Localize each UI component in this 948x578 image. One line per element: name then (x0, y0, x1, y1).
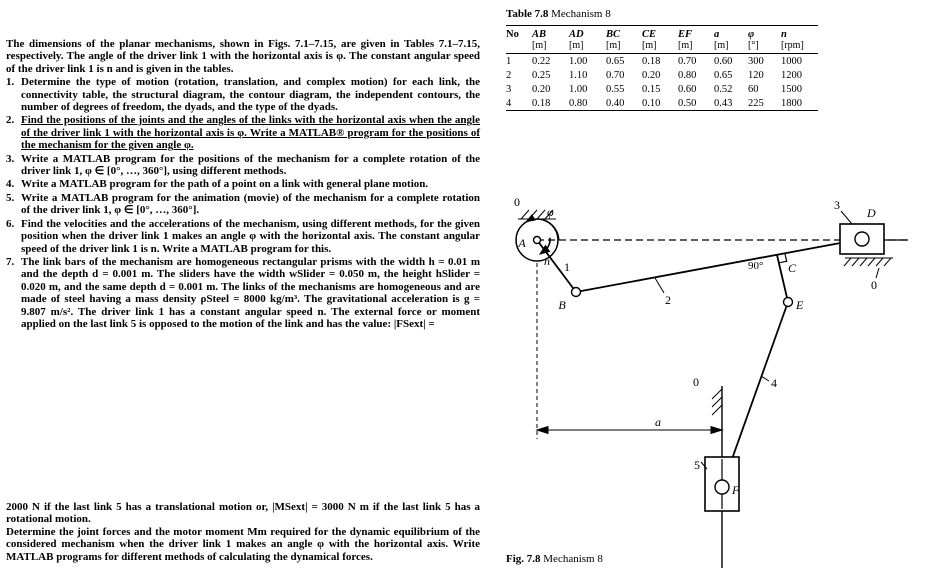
col-header-ce: CE [m] (642, 26, 678, 54)
item-text: The link bars of the mechanism are homogeneous rectangular prisms with the width h = 0.01 m and the depth d = 0.001 m. The sliders have the width wSlider = 0.050 m, the height hSlider = 0.020 m, and the same depth d = 0.001 m. The links of the mechanisms are homogeneous and are made of steel having a mass density ρSteel = 8000 kg/m³. The gravitational acceleration is g = 9.807 m/s². The driver link 1 has a constant angular speed n. The external force or moment applied on the last link 5 is opposed to the motion of the link and has the value: |FSext| = (21, 255, 480, 330)
link-1-label: 1 (564, 260, 570, 274)
link-3-label: 3 (834, 198, 840, 212)
final-paragraph: Determine the joint forces and the motor moment Mm required for the dynamic equilibrium of the considered mechanism when the driver link 1 makes an angle φ with the horizontal axis. Write MATLAB programs for different methods of calculating the dynamical forces. (6, 525, 480, 563)
dimension-arrow-right (711, 427, 722, 434)
figure-caption-label: Fig. 7.8 (506, 553, 541, 565)
table-header-row (506, 26, 818, 54)
problem-text (6, 38, 480, 330)
pin-joint-b (572, 288, 581, 297)
link-2-bcd (576, 239, 862, 292)
ground-hatch-d (844, 258, 893, 266)
joint-f-label: F (732, 483, 740, 497)
link-2-label: 2 (665, 293, 671, 307)
col-header-n: n [rpm] (781, 26, 818, 54)
phi-arrowhead (527, 215, 535, 222)
intro-paragraph: The dimensions of the planar mechanisms, shown in Figs. 7.1–7.15, are given in Tables 7.1–7.15, respectively. The angle of the driver link 1 with the horizontal axis is φ. The constant angular speed of the driver link 1 is n and is given in the tables. (6, 38, 480, 75)
table-row: 1 0.22 1.00 0.65 0.18 0.70 0.60 300 1000 (506, 55, 802, 67)
item-text: Find the velocities and the accelerations of the mechanism, using different methods, for the given position when the driver link 1 makes an angle φ with the horizontal axis. The constant angular speed of the driver link 1 is n. Write a MATLAB program for this. (21, 217, 480, 255)
table-row: 2 0.25 1.10 0.70 0.20 0.80 0.65 120 1200 (506, 69, 802, 81)
item-number: 7. (6, 255, 15, 268)
figure-caption-text: Mechanism 8 (543, 553, 603, 565)
angle-90-label: 90° (748, 260, 764, 272)
speed-n-label: n (544, 254, 550, 268)
ground-hatch-f (712, 389, 722, 415)
joint-a-label: A (518, 236, 526, 250)
list-item-5 (6, 192, 480, 217)
leader-link2 (655, 278, 664, 293)
phi-angle-arc (527, 219, 560, 240)
list-item-7 (6, 256, 480, 330)
col-header-bc: BC [m] (606, 26, 642, 54)
mechanism-diagram (505, 190, 948, 570)
item-number: 1. (6, 76, 15, 89)
item-number: 5. (6, 191, 15, 204)
pin-joint-a (534, 237, 541, 244)
col-header-ef: EF [m] (678, 26, 714, 54)
link-5-label: 5 (694, 458, 700, 472)
pin-joint-f (715, 480, 729, 494)
leader-link4 (761, 376, 769, 381)
item-number: 2. (6, 114, 15, 127)
table-caption-label: Table 7.8 (506, 8, 549, 20)
ground-label-d: 0 (871, 278, 877, 292)
ground-label-a: 0 (514, 195, 520, 209)
joint-e-label: E (796, 298, 804, 312)
item-number: 3. (6, 152, 15, 165)
table-row: 3 0.20 1.00 0.55 0.15 0.60 0.52 60 1500 (506, 83, 802, 95)
dimension-a-label: a (655, 415, 661, 429)
col-header-ad: AD [m] (569, 26, 606, 54)
item-number: 4. (6, 178, 15, 191)
item-number: 6. (6, 217, 15, 230)
dimension-arrow-left (537, 427, 548, 434)
table-7-8 (506, 8, 818, 111)
link-4-label: 4 (771, 376, 777, 390)
col-header-no: No (506, 26, 532, 54)
item-text: Find the positions of the joints and the angles of the links with the horizontal axis when the angle of the driver link 1 with the horizontal axis is φ. Write a MATLAB® program for the positions of the mechanism for the given angle φ. (21, 114, 480, 152)
item-text: Write a MATLAB program for the path of a point on a link with general plane motion. (21, 178, 429, 191)
item-text: Determine the type of motion (rotation, translation, and complex motion) for each link, the connectivity table, the structural diagram, the contour diagram, the independent contours, the number of degrees of freedom, the dyads, and the type of the dyads. (21, 76, 480, 114)
table-caption (506, 8, 818, 20)
figure-caption (506, 553, 603, 565)
pin-joint-e (784, 298, 793, 307)
list-item-1 (6, 76, 480, 113)
list-item-4 (6, 178, 480, 190)
col-header-phi: φ [°] (748, 26, 781, 54)
phi-label: φ (547, 205, 554, 219)
problem-text-continued (6, 501, 480, 563)
col-header-a: a [m] (714, 26, 748, 54)
pin-joint-d (855, 232, 869, 246)
item-text: Write a MATLAB program for the positions of the mechanism for a complete rotation of the driver link 1, φ ∈ [0°, …, 360°], using different methods. (21, 152, 480, 178)
leader-link3 (841, 211, 852, 224)
continuation-paragraph: 2000 N if the last link 5 has a translational motion or, |MSext| = 3000 N m if the last link 5 has a rotational motion. (6, 501, 480, 526)
leader-ground-d (876, 268, 879, 278)
ground-label-f: 0 (693, 375, 699, 389)
list-item-6 (6, 218, 480, 255)
col-header-ab: AB [m] (532, 26, 569, 54)
mechanism-data-table (506, 25, 818, 111)
list-item-3 (6, 153, 480, 178)
list-item-2 (6, 114, 480, 151)
table-caption-text: Mechanism 8 (551, 8, 611, 20)
joint-b-label: B (558, 298, 566, 312)
table-row: 4 0.18 0.80 0.40 0.10 0.50 0.43 225 1800 (506, 97, 802, 109)
joint-c-label: C (788, 261, 797, 275)
joint-d-label: D (867, 206, 876, 220)
item-text: Write a MATLAB program for the animation (movie) of the mechanism for a complete rotation of the driver link 1, φ ∈ [0°, …, 360°]. (21, 191, 480, 217)
